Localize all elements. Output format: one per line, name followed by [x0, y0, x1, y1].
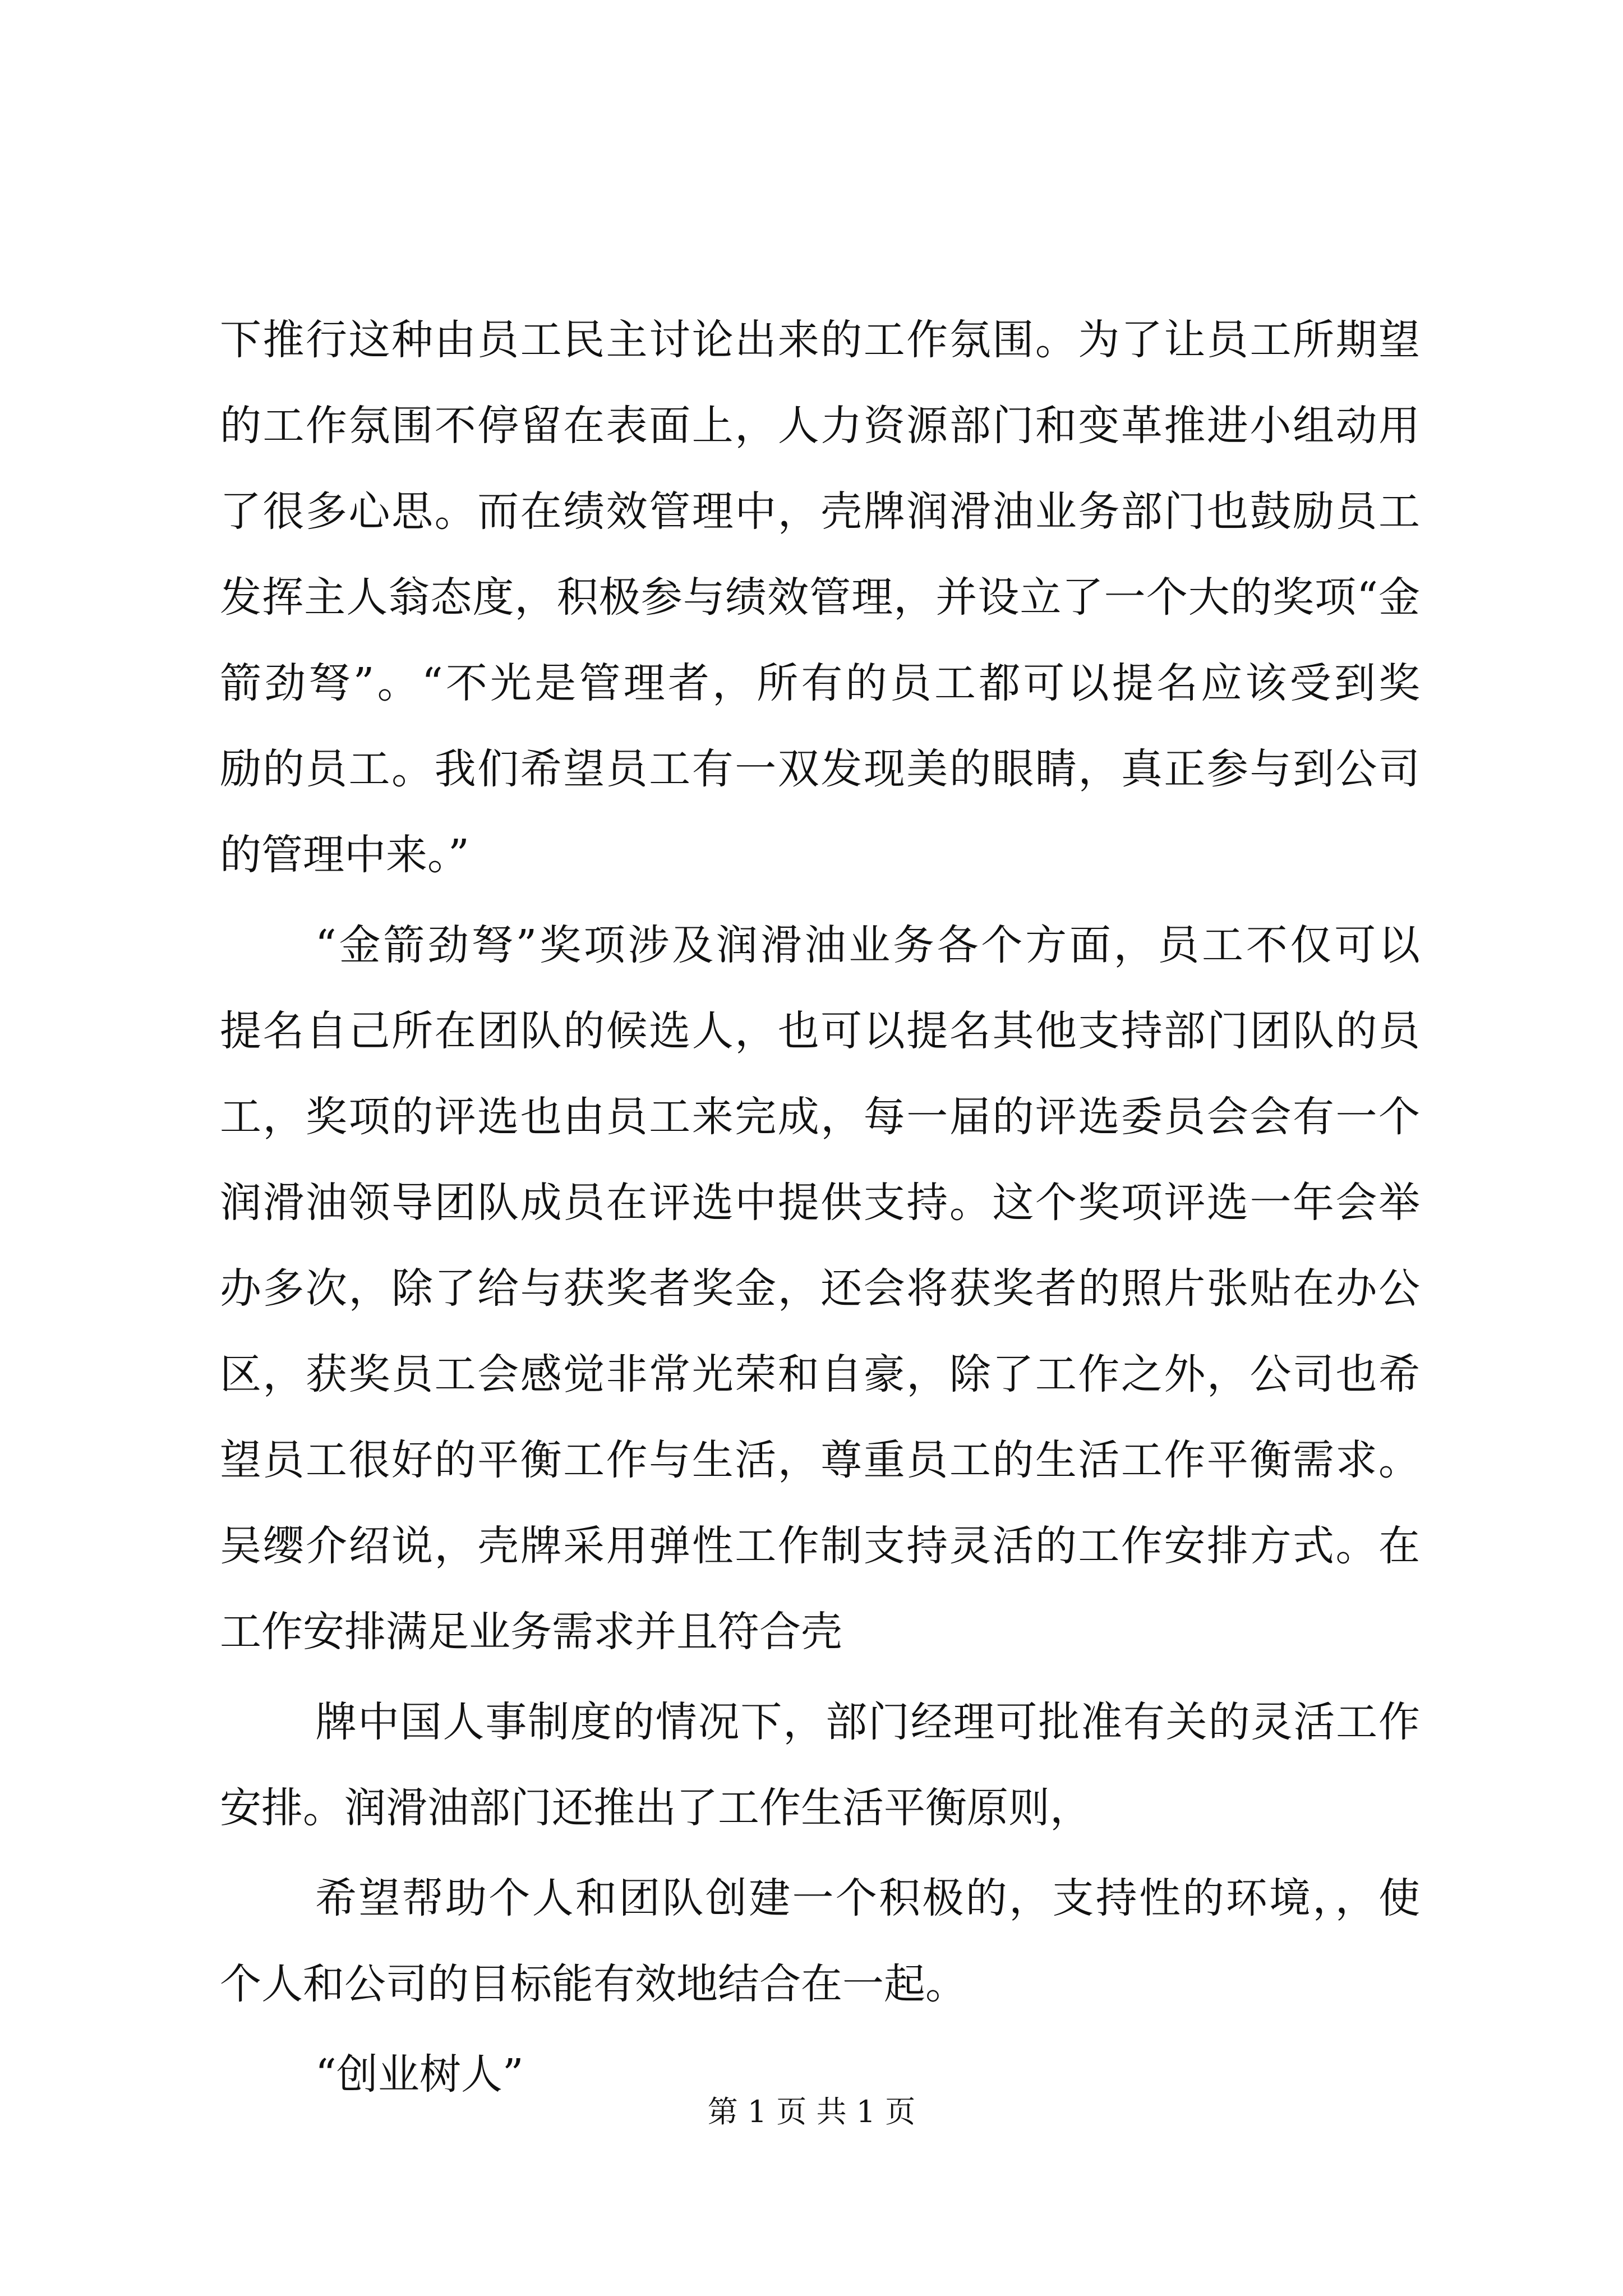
- text-line: 提名自己所在团队的候选人，也可以提名其他支持部门团队的员: [220, 1007, 1420, 1055]
- text-line: 工作安排满足业务需求并且符合壳: [220, 1608, 842, 1656]
- text-line: 发挥主人翁态度，积极参与绩效管理，并设立了一个大的奖项“金: [220, 573, 1420, 622]
- text-line: 励的员工。我们希望员工有一双发现美的眼睛，真正参与到公司: [220, 745, 1420, 793]
- text-line: 的工作氛围不停留在表面上，人力资源部门和变革推进小组动用: [220, 402, 1420, 450]
- text-line: 望员工很好的平衡工作与生活，尊重员工的生活工作平衡需求。: [220, 1436, 1420, 1484]
- text-line: 办多次，除了给与获奖者奖金，还会将获奖者的照片张贴在办公: [220, 1264, 1420, 1313]
- text-line: 工，奖项的评选也由员工来完成，每一届的评选委员会会有一个: [220, 1093, 1420, 1141]
- text-line: 下推行这种由员工民主讨论出来的工作氛围。为了让员工所期望: [220, 316, 1420, 364]
- text-line: 安排。润滑油部门还推出了工作生活平衡原则，: [220, 1784, 1091, 1832]
- text-line: “金箭劲弩”奖项涉及润滑油业务各个方面，员工不仅可以: [315, 921, 1420, 969]
- text-line: 润滑油领导团队成员在评选中提供支持。这个奖项评选一年会举: [220, 1179, 1420, 1227]
- text-line: 了很多心思。而在绩效管理中，壳牌润滑油业务部门也鼓励员工: [220, 487, 1420, 536]
- text-line: 吴缨介绍说，壳牌采用弹性工作制支持灵活的工作安排方式。在: [220, 1522, 1420, 1570]
- text-line: “创业树人”: [315, 2050, 524, 2099]
- document-body: [220, 297, 1420, 2118]
- text-line: 的管理中来。”: [220, 831, 469, 879]
- text-line: 牌中国人事制度的情况下，部门经理可批准有关的灵活工作: [315, 1698, 1420, 1746]
- text-line: 区，获奖员工会感觉非常光荣和自豪，除了工作之外，公司也希: [220, 1350, 1420, 1398]
- text-line: 个人和公司的目标能有效地结合在一起。: [220, 1960, 967, 2008]
- text-line: 希望帮助个人和团队创建一个积极的，支持性的环境，，使: [315, 1874, 1420, 1922]
- page-footer: 第 1 页 共 1 页: [707, 2094, 916, 2129]
- text-line: 箭劲弩”。“不光是管理者，所有的员工都可以提名应该受到奖: [220, 659, 1420, 707]
